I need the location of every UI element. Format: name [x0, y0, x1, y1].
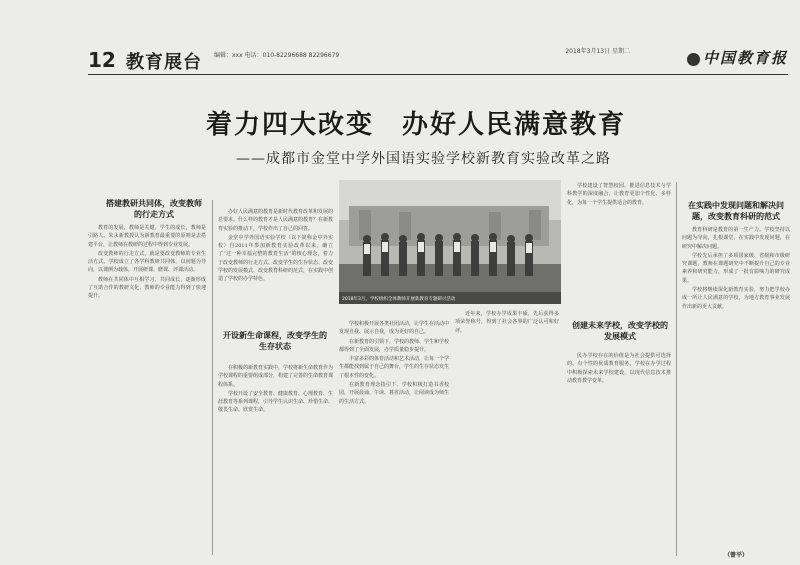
section-title-student: 开设新生命课程，改变学生的生存状态	[223, 331, 327, 351]
column-3	[339, 320, 449, 556]
newspaper-logo	[687, 47, 788, 68]
section-title-research: 在实践中发现问题和解决问题，改变教育科研的范式	[688, 201, 784, 221]
paragraph: 民办学校存在的价值是为社会提供可选择的、有个性的优质教育服务。学校在办学过程中积极探索未来学校建设，以现代信息技术推动教育教学变革。	[567, 353, 671, 384]
paragraph: 学校积极开展各类社团活动，让学生在活动中发现自我、展示自我，成为更好的自己。	[339, 321, 449, 336]
paragraph: 办好人民满意的教育是新时代教育改革和发展的总要求。什么样的教育才是人民满意的教育？在新教育实验的推动下，学校作出了自己的回答。	[218, 209, 333, 232]
column-divider	[676, 182, 677, 556]
masthead	[88, 44, 788, 84]
group-photo-image	[339, 180, 561, 304]
paragraph: 学校开设了安全教育、健康教育、心理教育、生涯教育等系列课程，引导学生认识生命、珍惜生命、敬畏生命、欣赏生命。	[218, 390, 333, 414]
paragraph: 学校建设了智慧校园，推进信息技术与学科教学的深度融合，让教育更加个性化、多样化，为每一个学生提供适合的教育。	[567, 183, 671, 206]
intro-column	[218, 208, 333, 300]
paragraph: 在积极的新教育实践中，学校将新生命教育作为学校课程的重要组成部分，构建了完善的生命教育课程体系。	[218, 365, 333, 388]
page-number: 12	[88, 48, 116, 72]
author-byline: （曾平）	[723, 552, 748, 559]
paragraph: 教育科研是教育的第一生产力。学校坚持以问题为导向，扎根课堂，在实践中发现问题，在研究中解决问题。	[682, 227, 790, 250]
photo-caption: 2018年3月，学校组织全体教师开展新教育专题研讨活动	[342, 297, 456, 302]
paragraph: 金堂中学外国语实验学校（以下简称金中外实校）自2011年参加新教育实验改革以来，确立了“过一种幸福完整的教育生活”的核心理念，着力于改变教师的行走方式、改变学生的生存状态、改变学校的发展模式、改变教育科研的范式，在实践中创造了学校的办学特色。	[218, 234, 333, 283]
paragraph: 改变教师的行走方式，就是要改变教师的专业生活方式。学校成立了各学科教研共同体，以问题为导向，以课例为载体，开展研课、磨课、评课活动。	[88, 250, 206, 274]
column-2	[218, 364, 333, 556]
paragraph: 在新教育理念指引下，学校积极打造书香校园，开展晨诵、午读、暮省活动，让阅读成为师生的生活方式。	[339, 382, 449, 405]
logo-mark-icon	[687, 53, 700, 66]
paragraph: 丰富多彩的体育活动和艺术活动，让每一个学生都能找到属于自己的舞台，学生的生存状态发生了根本性的变化。	[339, 356, 449, 379]
column-5-top	[567, 182, 671, 278]
paragraph: 近年来，学校办学成果丰硕，先后获得多项荣誉称号，得到了社会各界的广泛认可和好评。	[455, 311, 559, 334]
column-1	[88, 224, 206, 554]
section-title-school: 创建未来学校，改变学校的发展模式	[572, 321, 668, 341]
date-line: 2018年3月13日 星期二	[565, 48, 630, 55]
editor-line: 编辑：xxx 电话：010-82296688 82296679	[214, 52, 340, 59]
paragraph: 学校将继续深化新教育实验，努力把学校办成一所让人民满意的学校，为地方教育事业发展作出新的更大贡献。	[682, 287, 790, 310]
group-photo	[339, 180, 561, 304]
subheadline: ——成都市金堂中学外国语实验学校新教育实验改革之路	[236, 151, 611, 167]
header-rule	[88, 74, 788, 75]
section-name: 教育展台	[126, 52, 202, 73]
column-4	[455, 310, 559, 556]
column-6	[682, 226, 790, 542]
section-title-teacher: 搭建教研共同体，改变教师的行走方式	[106, 199, 202, 219]
headline: 着力四大改变 办好人民满意教育	[206, 110, 627, 140]
column-5	[567, 352, 671, 556]
paragraph: 教育的发展，教师是关键。学生的成长，教师是引路人。朱永新教授认为新教育最重要的原则是去搭建平台，让教师在教研的过程中得到专业发展。	[88, 225, 206, 248]
column-divider	[212, 200, 213, 555]
paper-name: 中国教育报	[702, 49, 788, 67]
paragraph: 学校先后承担了多项国家级、省级和市级研究课题，教师在课题研究中不断提升自己的专业素养和研究能力，形成了一批有影响力的研究成果。	[682, 252, 790, 284]
paragraph: 教师在共同体中互相学习、共同成长，逐渐形成了互助合作的教研文化，教师的专业能力得到了快速提升。	[88, 276, 206, 300]
paragraph: 在新教育的引领下，学校的教师、学生和学校都得到了全面发展，办学质量稳步提升。	[339, 338, 449, 353]
